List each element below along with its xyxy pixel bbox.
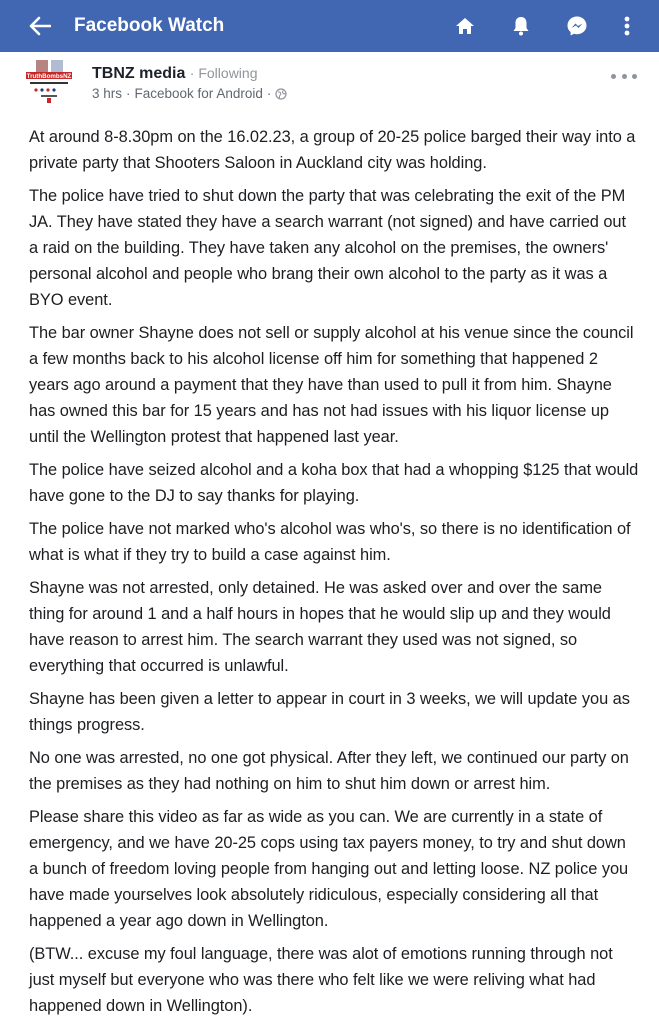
messenger-icon	[566, 15, 588, 37]
post-paragraph: The police have seized alcohol and a koha box that had a whopping $125 that would have gone to the DJ to say thanks for playing.	[29, 461, 639, 505]
home-button[interactable]	[437, 0, 493, 52]
globe-icon	[275, 88, 287, 100]
page-logo	[26, 58, 72, 104]
notifications-button[interactable]	[493, 0, 549, 52]
meta-separator: ·	[266, 86, 272, 101]
avatar[interactable]	[26, 58, 72, 104]
arrow-left-icon	[29, 16, 51, 36]
back-button[interactable]	[14, 0, 66, 52]
post-text	[29, 124, 639, 1026]
post-paragraph: Shayne was not arrested, only detained. He was asked over and over the same thing for around 1 and a half hours in hopes that he would slip up and they would have reason to arrest him. The search warrant they used was not signed, so everything that occurred is unlawful.	[29, 579, 611, 675]
home-icon	[455, 17, 475, 35]
post-options-button[interactable]	[611, 68, 637, 84]
post-paragraph: No one was arrested, no one got physical. After they left, we continued our party on the premises as they had nothing on him to shut him down or arrest him.	[29, 749, 629, 793]
post-paragraph: (BTW... excuse my foul language, there was alot of emotions running through not just myself but everyone who was there who felt like we were reliving what had happened down in Wellington).	[29, 945, 613, 1015]
post-paragraph: Please share this video as far as wide as you can. We are currently in a state of emergency, and we have 20-25 cops using tax payers money, to try and shut down a bunch of freedom loving people from hanging out and letting loose. NZ police you have made yourselves look absolutely ridiculous, especially considering all that happened a year ago down in Wellington.	[29, 808, 629, 930]
post-paragraph: The police have tried to shut down the party that was celebrating the exit of the PM JA. They have stated they have a search warrant (not signed) and have carried out a raid on the building. They have taken any alcohol on the premises, the owners' personal alcohol and people who brang their own alcohol to the party as it was a BYO event.	[29, 187, 626, 309]
post-paragraph: At around 8-8.30pm on the 16.02.23, a group of 20-25 police barged their way into a private party that Shooters Saloon in Auckland city was holding.	[29, 128, 636, 172]
messenger-button[interactable]	[549, 0, 605, 52]
logo-text: TruthBombsNZ	[26, 73, 72, 80]
meta-separator: ·	[126, 86, 131, 101]
bell-icon	[512, 16, 530, 36]
author-name[interactable]: TBNZ media	[92, 65, 186, 82]
post-source: Facebook for Android	[134, 86, 263, 101]
more-vertical-icon	[624, 16, 630, 36]
overflow-menu-button[interactable]	[605, 0, 649, 52]
page-title: Facebook Watch	[74, 15, 225, 36]
following-status[interactable]: · Following	[189, 65, 258, 81]
post-paragraph: The bar owner Shayne does not sell or supply alcohol at his venue since the council a few months back to his alcohol license off him for something that happened 2 years ago around a payment that they have than used to pull it from him. Shayne has owned this bar for 15 years and has not had issues with his liquor license up until the Wellington protest that happened last year.	[29, 324, 634, 446]
post-paragraph: The police have not marked who's alcohol was who's, so there is no identification of what is what if they try to build a case against him.	[29, 520, 631, 564]
author-line	[92, 65, 258, 83]
post-meta	[92, 86, 287, 101]
top-app-bar	[0, 0, 659, 52]
more-horizontal-icon	[611, 74, 616, 79]
post-header	[0, 52, 659, 108]
post-time[interactable]: 3 hrs	[92, 86, 123, 101]
post-paragraph: Shayne has been given a letter to appear in court in 3 weeks, we will update you as things progress.	[29, 690, 630, 734]
